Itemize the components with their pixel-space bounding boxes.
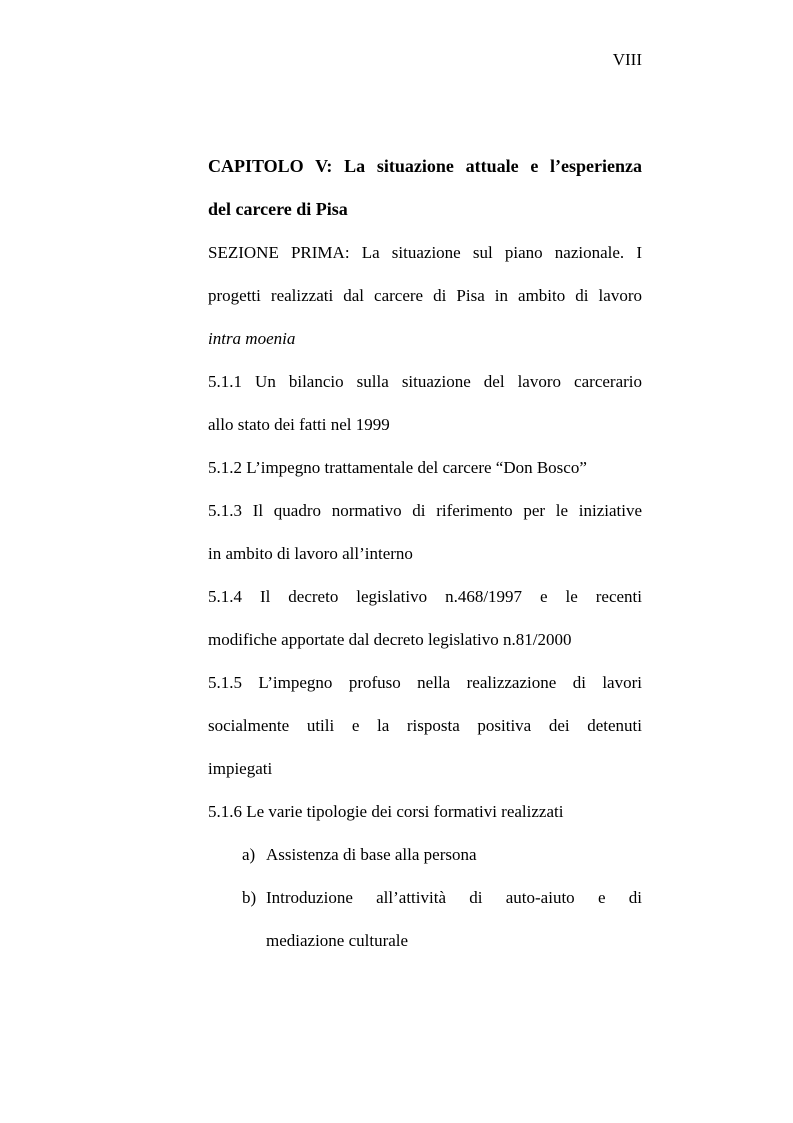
list-item-b-line-1: Introduzione all’attività di auto-aiuto e di — [266, 888, 642, 907]
chapter-title-line-2: del carcere di Pisa — [208, 199, 348, 219]
list-item-a-text: Assistenza di base alla persona — [266, 845, 477, 864]
toc-entry-line: 5.1.5 L’impegno profuso nella realizzazione di lavori — [208, 673, 642, 692]
list-marker-b: b) — [242, 888, 257, 907]
toc-entry-line: modifiche apportate dal decreto legislativo n.81/2000 — [208, 630, 572, 649]
toc-entry-line: 5.1.3 Il quadro normativo di riferimento per le iniziative — [208, 501, 642, 520]
chapter-title — [208, 145, 642, 231]
toc-entry-line: socialmente utili e la risposta positiva dei detenuti — [208, 716, 642, 735]
toc-entry-line: in ambito di lavoro all’interno — [208, 544, 413, 563]
section-heading-line-2: progetti realizzati dal carcere di Pisa in ambito di lavoro — [208, 286, 642, 305]
toc-entry-5-1-2 — [208, 446, 642, 489]
page-number: VIII — [612, 50, 642, 69]
toc-entry-5-1-1 — [208, 360, 642, 446]
list-item-b-line-2: mediazione culturale — [266, 931, 409, 950]
toc-entry-line: 5.1.2 L’impegno trattamentale del carcere “Don Bosco” — [208, 458, 587, 477]
list-marker-a: a) — [242, 845, 256, 864]
section-heading-line-1: SEZIONE PRIMA: La situazione sul piano nazionale. I — [208, 243, 642, 262]
toc-entry-line: 5.1.6 Le varie tipologie dei corsi formativi realizzati — [208, 802, 564, 821]
table-of-contents — [208, 145, 642, 962]
toc-entry-line: impiegati — [208, 759, 273, 778]
toc-entry-5-1-3 — [208, 489, 642, 575]
chapter-title-line-1: CAPITOLO V: La situazione attuale e l’esperienza — [208, 156, 642, 176]
list-item-a — [208, 833, 642, 876]
toc-entry-5-1-4 — [208, 575, 642, 661]
toc-entry-line: 5.1.4 Il decreto legislativo n.468/1997 e le recenti — [208, 587, 642, 606]
section-heading-line-3: intra moenia — [208, 329, 296, 348]
toc-entry-5-1-5 — [208, 661, 642, 790]
toc-entry-line: 5.1.1 Un bilancio sulla situazione del lavoro carcerario — [208, 372, 642, 391]
toc-entry-5-1-6 — [208, 790, 642, 833]
toc-entry-line: allo stato dei fatti nel 1999 — [208, 415, 390, 434]
list-item-b — [208, 876, 642, 962]
section-heading — [208, 231, 642, 360]
